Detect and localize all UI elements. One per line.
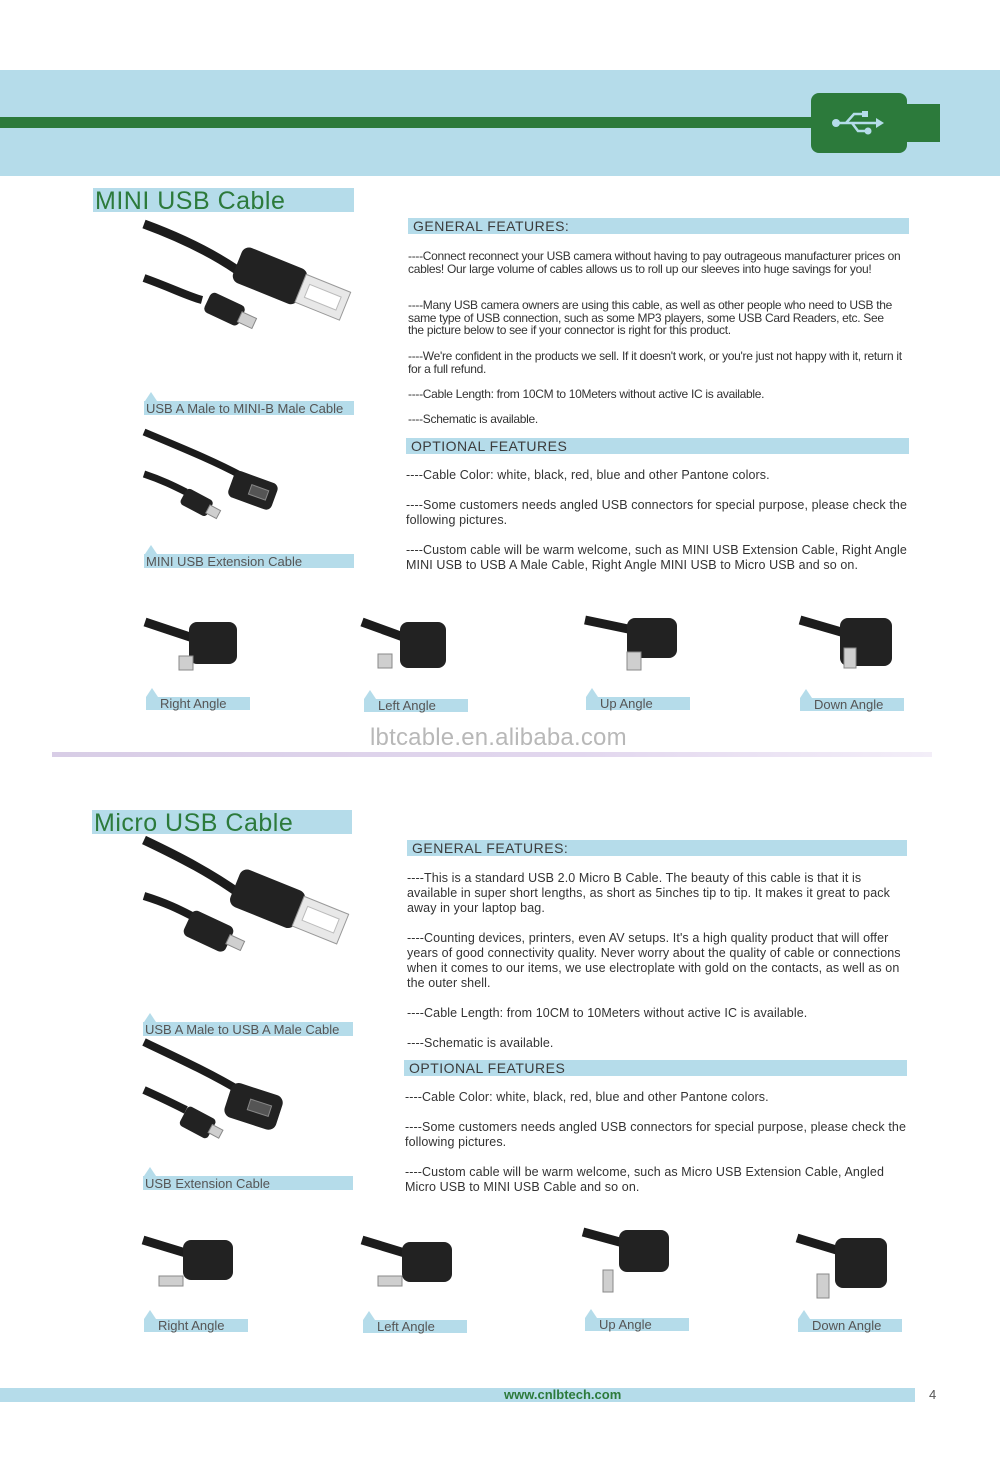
general-features-heading: GENERAL FEATURES:	[408, 218, 909, 234]
general-feature-text: ----Many USB camera owners are using this cable, as well as other people who need to USB the same type of USB connection, such as some MP3 players, some USB Card Readers, etc. See the picture below to see if your connector is right for this product.	[408, 298, 892, 337]
usb-icon	[826, 104, 890, 142]
general-feature-text: ----This is a standard USB 2.0 Micro B Cable. The beauty of this cable is that it is available in super short lengths, as short as 5inches tip to tip. It makes it great to pack away in your laptop bag.	[407, 871, 890, 915]
optional-feature-text: ----Custom cable will be warm welcome, such as Micro USB Extension Cable, Angled Micro USB to MINI USB Cable and so on.	[405, 1165, 885, 1194]
general-feature-text: ----Cable Length: from 10CM to 10Meters without active IC is available.	[408, 387, 765, 401]
usb-plug-tip	[904, 104, 940, 142]
section-divider	[52, 752, 932, 757]
general-feature-text: ----Cable Length: from 10CM to 10Meters without active IC is available.	[407, 1006, 808, 1020]
caption-marker	[146, 688, 158, 697]
angle-caption-right: Right Angle	[146, 697, 250, 710]
caption-mini-a-male: USB A Male to MINI-B Male Cable	[144, 401, 354, 415]
mini-usb-cable-photo	[142, 218, 352, 338]
section-title-micro: Micro USB Cable	[92, 810, 352, 834]
mini-right-angle-photo	[145, 612, 241, 678]
optional-features-heading: OPTIONAL FEATURES	[406, 438, 909, 454]
optional-feature-text: ----Some customers needs angled USB connectors for special purpose, please check the following pictures.	[405, 1120, 907, 1149]
caption-marker	[364, 690, 376, 699]
angle-caption-up: Up Angle	[585, 1318, 689, 1331]
page-number: 4	[929, 1387, 937, 1402]
caption-micro-extension: USB Extension Cable	[143, 1176, 353, 1190]
caption-marker	[798, 1310, 810, 1319]
optional-feature-text: ----Custom cable will be warm welcome, such as MINI USB Extension Cable, Right Angle MINI USB to USB A Male Cable, Right Angle MINI USB to Micro USB and so on.	[406, 543, 907, 572]
optional-features-heading: OPTIONAL FEATURES	[404, 1060, 907, 1076]
optional-feature-text: ----Cable Color: white, black, red, blue and other Pantone colors.	[405, 1090, 769, 1104]
caption-marker	[145, 392, 157, 401]
caption-marker	[144, 1310, 156, 1319]
mini-usb-extension-photo	[142, 428, 282, 520]
mini-left-angle-photo	[362, 612, 452, 678]
angle-caption-down: Down Angle	[798, 1319, 902, 1332]
micro-usb-extension-photo	[142, 1038, 282, 1142]
caption-mini-extension: MINI USB Extension Cable	[144, 554, 354, 568]
general-feature-text: ----Connect reconnect your USB camera without having to pay outrageous manufacturer prices on cables! Our large volume of cables allows us to roll up our sleeves into huge savings for you!	[408, 249, 901, 276]
angle-caption-down: Down Angle	[800, 698, 904, 711]
micro-right-angle-photo	[143, 1232, 237, 1296]
caption-marker	[145, 545, 157, 554]
general-features-heading: GENERAL FEATURES:	[407, 840, 907, 856]
angle-caption-left: Left Angle	[363, 1320, 467, 1333]
caption-marker	[144, 1013, 156, 1022]
footer-url: www.cnlbtech.com	[504, 1387, 622, 1402]
caption-marker	[144, 1167, 156, 1176]
angle-caption-right: Right Angle	[144, 1319, 248, 1332]
caption-micro-a-male: USB A Male to USB A Male Cable	[143, 1022, 353, 1036]
micro-left-angle-photo	[362, 1232, 456, 1296]
micro-usb-cable-photo	[142, 834, 352, 958]
mini-up-angle-photo	[585, 612, 681, 672]
general-feature-text: ----Schematic is available.	[408, 412, 538, 426]
general-feature-text: ----Counting devices, printers, even AV setups. It's a high quality product that will offer years of good connectivity quality. Never worry about the quality of cable or connections when it comes to our items, we use electroplate with gold on the contacts, as well as on the outer shell.	[407, 931, 901, 990]
caption-marker	[800, 689, 812, 698]
caption-marker	[586, 688, 598, 697]
optional-feature-text: ----Some customers needs angled USB connectors for special purpose, please check the following pictures.	[406, 498, 908, 527]
mini-down-angle-photo	[800, 612, 896, 674]
header-line	[0, 117, 830, 128]
angle-caption-up: Up Angle	[586, 697, 690, 710]
optional-feature-text: ----Cable Color: white, black, red, blue and other Pantone colors.	[406, 468, 770, 482]
caption-marker	[363, 1311, 375, 1320]
footer-bar	[0, 1388, 915, 1402]
general-feature-text: ----We're confident in the products we sell. If it doesn't work, or you're just not happy with it, return it for a full refund.	[408, 349, 902, 376]
section-title-mini: MINI USB Cable	[93, 188, 354, 212]
caption-marker	[585, 1309, 597, 1318]
angle-caption-left: Left Angle	[364, 699, 468, 712]
micro-up-angle-photo	[583, 1226, 673, 1298]
watermark: lbtcable.en.alibaba.com	[370, 724, 627, 751]
micro-down-angle-photo	[797, 1232, 891, 1302]
general-feature-text: ----Schematic is available.	[407, 1036, 554, 1050]
